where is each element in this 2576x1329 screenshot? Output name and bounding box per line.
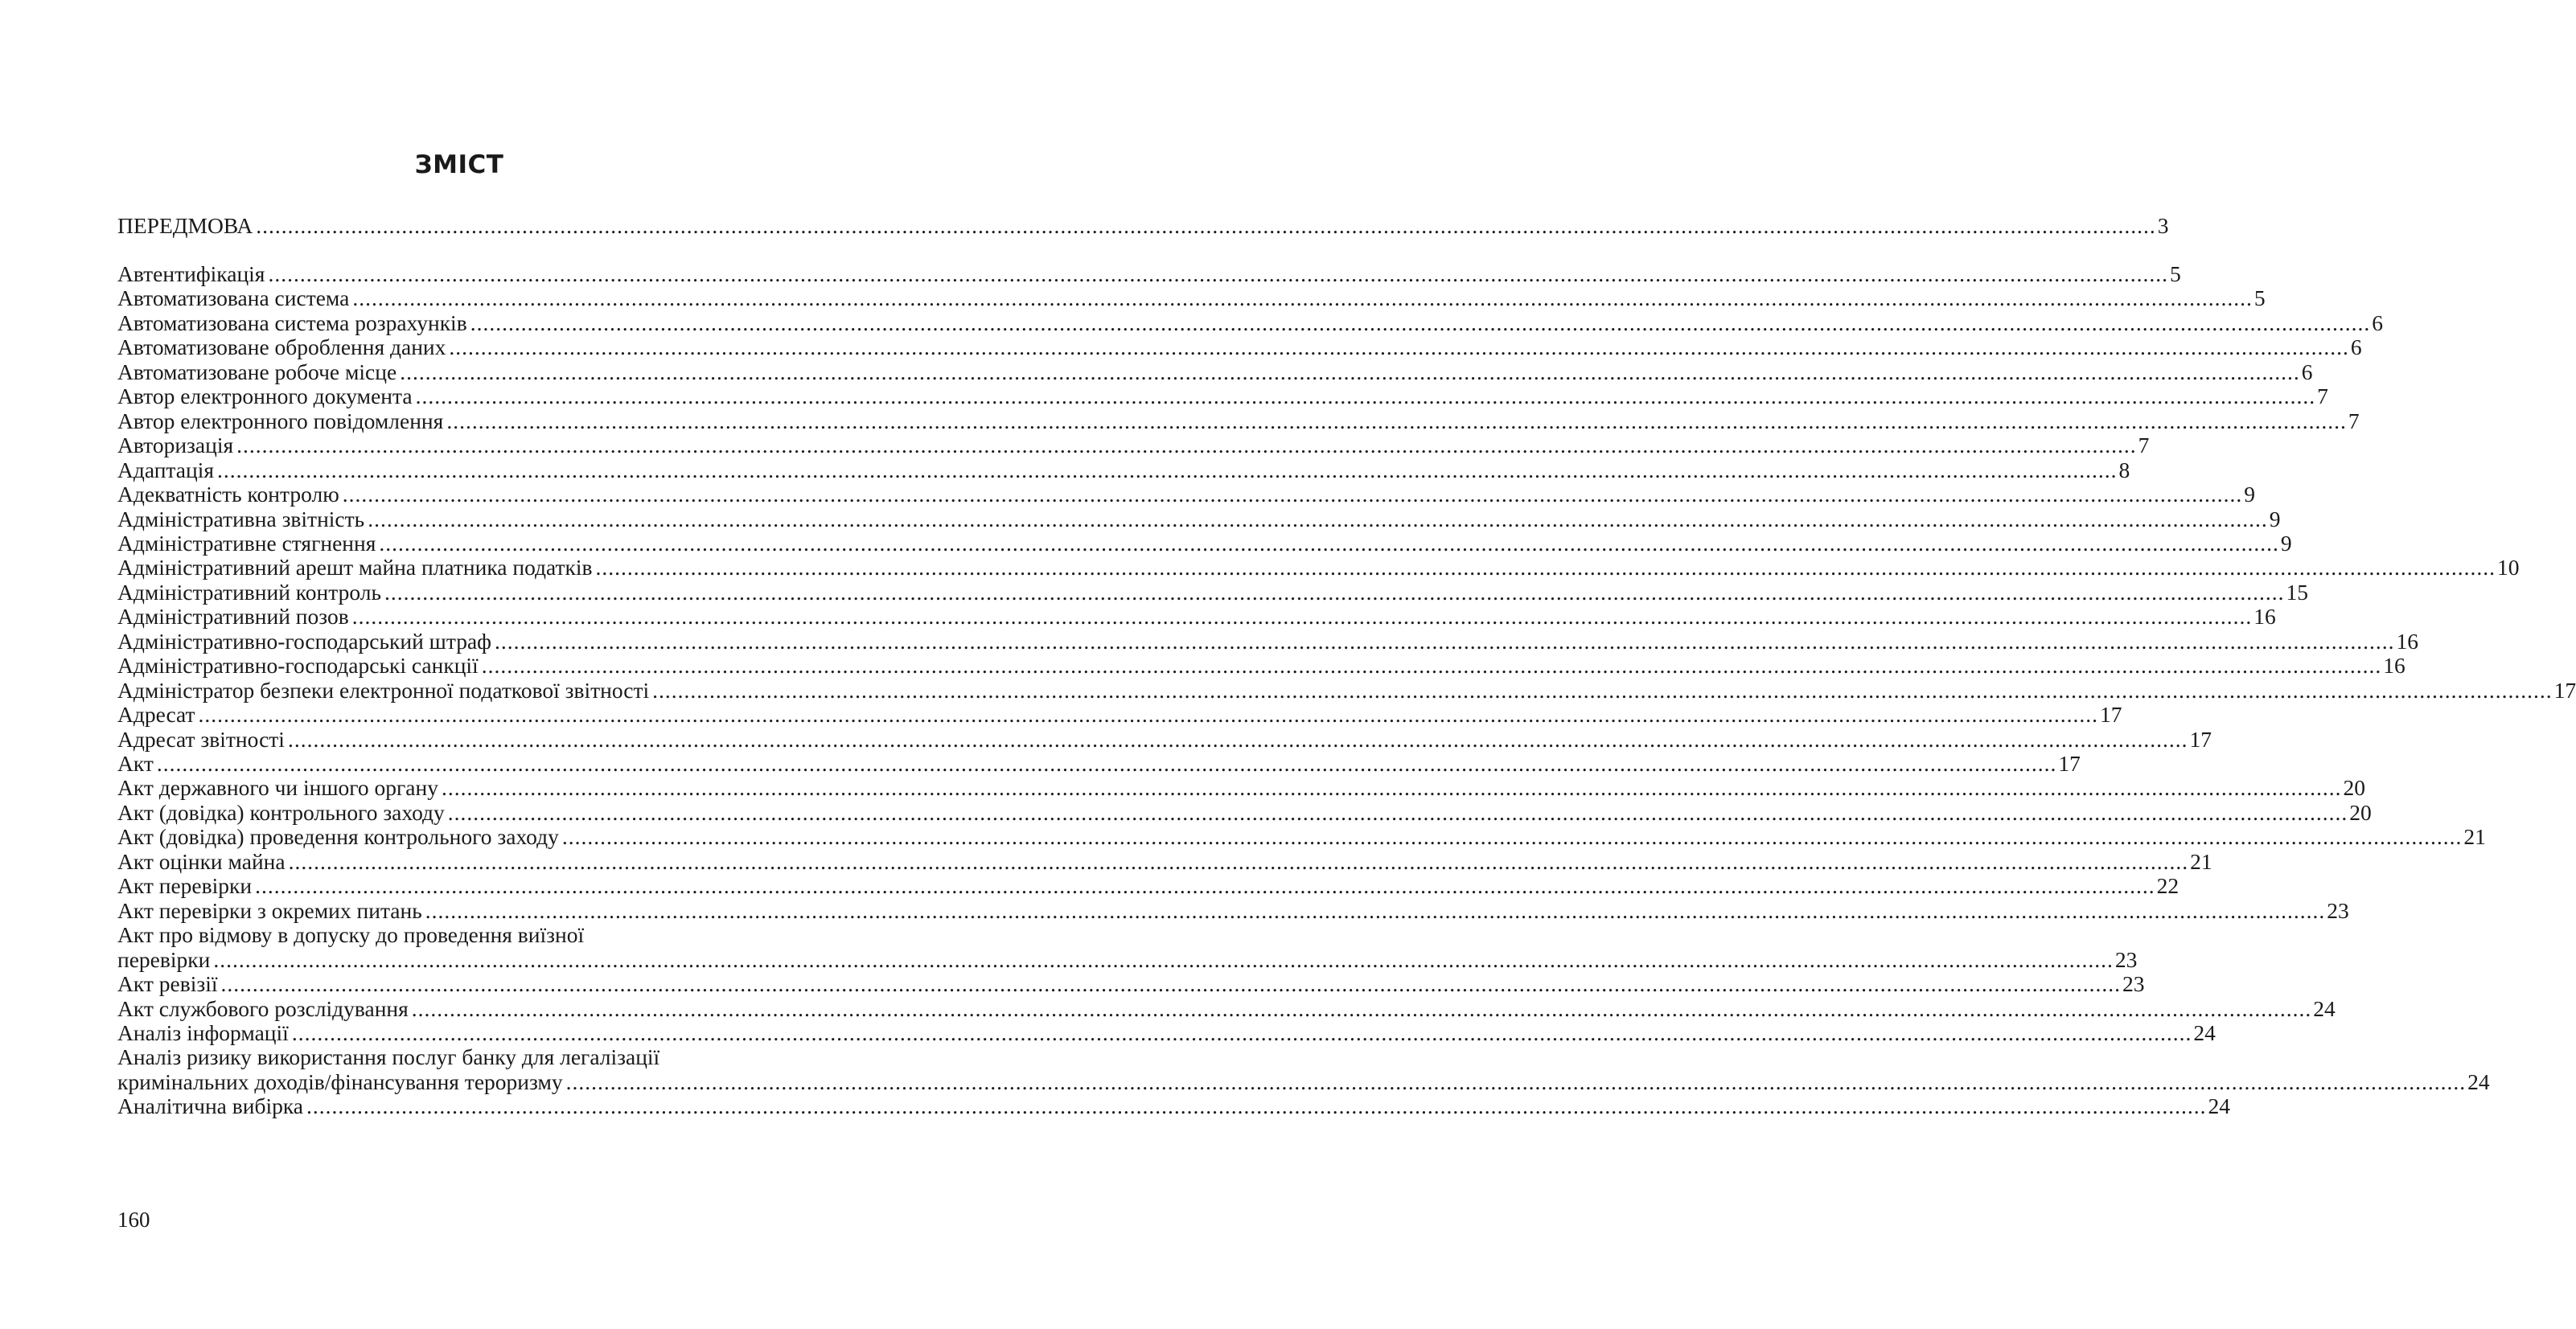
toc-entry-label: Акт (117, 751, 154, 776)
toc-entry-label: Акт службового розслідування (117, 995, 409, 1021)
toc-entry (117, 579, 2308, 605)
toc-entry (117, 971, 2145, 997)
toc-entry-label: Адміністративно-господарські санкції (117, 653, 479, 679)
dot-leader: ............................................................................................................................................................................................................................................................................................................ (216, 457, 2118, 482)
toc-entry-page: 6 (2372, 310, 2383, 335)
toc-entry-page: 20 (2349, 799, 2372, 825)
toc-entry-label: Автентифікація (117, 261, 265, 286)
toc-entry (117, 1069, 2490, 1094)
dot-leader: ............................................................................................................................................................................................................................................................................................................ (565, 1069, 2467, 1094)
toc-entry-page: 20 (2343, 775, 2365, 801)
dot-leader: ............................................................................................................................................................................................................................................................................................................ (306, 1093, 2207, 1119)
dot-leader: ............................................................................................................................................................................................................................................................................................................ (198, 702, 2099, 728)
toc-entry-label: Авторизація (117, 433, 234, 458)
toc-entry-page: 24 (2208, 1093, 2230, 1119)
dot-leader: ............................................................................................................................................................................................................................................................................................................ (449, 334, 2349, 360)
toc-entry (117, 482, 2255, 507)
toc-entry-label: Акт перевірки з окремих питань (117, 897, 422, 923)
toc-entry (117, 799, 2372, 825)
dot-leader: ............................................................................................................................................................................................................................................................................................................ (352, 285, 2253, 311)
toc-entry-page: 24 (2467, 1069, 2490, 1094)
toc-entry (117, 1093, 2230, 1119)
dot-leader: ............................................................................................................................................................................................................................................................................................................ (470, 310, 2371, 335)
dot-leader: ............................................................................................................................................................................................................................................................................................................ (342, 482, 2243, 507)
toc-entry-page: 6 (2301, 359, 2313, 384)
dot-leader: ............................................................................................................................................................................................................................................................................................................ (287, 726, 2188, 752)
toc-entry (117, 334, 2362, 360)
toc-entry (117, 873, 2180, 899)
toc-entry (117, 359, 2313, 384)
dot-leader: ............................................................................................................................................................................................................................................................................................................ (400, 359, 2300, 384)
toc-entry (117, 408, 2360, 433)
toc-entry-page: 17 (2100, 702, 2122, 728)
toc-entry (117, 775, 2365, 801)
toc-entry-page: 17 (2058, 751, 2081, 776)
toc-entry-label: Аналіз ризику використання послуг банку для легалізації (117, 1044, 660, 1070)
dot-leader: ............................................................................................................................................................................................................................................................................................................ (255, 873, 2155, 899)
toc-entry-label: Автоматизоване робоче місце (117, 359, 397, 384)
toc-entry (117, 653, 2405, 679)
toc-entry-page: 3 (2157, 213, 2169, 238)
toc-entry (117, 751, 2081, 776)
toc-entry (117, 702, 2122, 728)
toc-entry-label: Адміністративний арешт майна платника податків (117, 555, 593, 580)
toc-entry (117, 285, 2266, 311)
dot-leader: ............................................................................................................................................................................................................................................................................................................ (220, 971, 2121, 997)
toc-entry-first-line (117, 1044, 803, 1069)
toc-entry-page: 9 (2244, 482, 2255, 507)
toc-entry-page: 22 (2156, 873, 2180, 899)
toc-entry-page: 9 (2280, 530, 2292, 556)
toc-entry-label: перевірки (117, 946, 211, 972)
toc-entry-page: 23 (2327, 897, 2349, 923)
dot-leader: ............................................................................................................................................................................................................................................................................................................ (213, 946, 2114, 972)
toc-entry (117, 310, 2383, 335)
page-number: 160 (117, 1208, 150, 1232)
toc-entry-page: 16 (2253, 604, 2276, 630)
dot-leader: ............................................................................................................................................................................................................................................................................................................ (351, 604, 2253, 630)
toc-entry-label: Автор електронного повідомлення (117, 408, 444, 433)
dot-leader: ............................................................................................................................................................................................................................................................................................................ (288, 848, 2189, 874)
dot-leader: ............................................................................................................................................................................................................................................................................................................ (156, 751, 2057, 776)
page-title: ЗМІСТ (414, 150, 504, 179)
toc-entry-label: Адресат звітності (117, 726, 285, 752)
toc-entry-page: 15 (2286, 579, 2308, 605)
dot-leader: ............................................................................................................................................................................................................................................................................................................ (425, 897, 2326, 923)
dot-leader: ............................................................................................................................................................................................................................................................................................................ (268, 261, 2168, 286)
toc-entry (117, 555, 2520, 580)
toc-entry-label: Акт державного чи іншого органу (117, 775, 438, 801)
toc-entry-label: Адресат (117, 702, 195, 728)
toc-entry (117, 604, 2276, 630)
toc-entry (117, 433, 2150, 458)
toc-entry-label: Автор електронного документа (117, 384, 413, 409)
toc-entry-label: Адміністративний контроль (117, 579, 381, 605)
dot-leader: ............................................................................................................................................................................................................................................................................................................ (441, 775, 2342, 801)
toc-entry (117, 995, 2336, 1021)
toc-entry-page: 8 (2118, 457, 2130, 482)
toc-entry (117, 677, 2576, 703)
toc-entry-page: 24 (2313, 995, 2336, 1021)
toc-entry (117, 506, 2281, 531)
toc-entry-page: 17 (2553, 677, 2576, 703)
toc-entry-label: Акт ревізії (117, 971, 218, 997)
dot-leader: ............................................................................................................................................................................................................................................................................................................ (415, 384, 2316, 409)
dot-leader: ............................................................................................................................................................................................................................................................................................................ (481, 653, 2382, 679)
toc-entry (117, 628, 2418, 654)
dot-leader: ............................................................................................................................................................................................................................................................................................................ (561, 824, 2463, 850)
dot-leader: ............................................................................................................................................................................................................................................................................................................ (384, 579, 2285, 605)
toc-entry-page: 6 (2350, 334, 2362, 360)
toc-entry-label: Автоматизована система (117, 285, 350, 311)
dot-leader: ............................................................................................................................................................................................................................................................................................................ (256, 213, 2156, 238)
dot-leader: ............................................................................................................................................................................................................................................................................................................ (595, 555, 2496, 580)
toc-entry-label: Адміністративна звітність (117, 506, 365, 531)
toc-entry (117, 261, 2181, 286)
toc-entry (117, 457, 2130, 482)
toc-entry-label: Акт (довідка) проведення контрольного заходу (117, 824, 559, 850)
toc-entry-page: 21 (2190, 848, 2212, 874)
toc-entry-label: Автоматизоване оброблення даних (117, 334, 446, 360)
toc-entry-page: 5 (2253, 285, 2266, 311)
toc-entry-label: Адміністративно-господарський штраф (117, 628, 491, 654)
dot-leader: ............................................................................................................................................................................................................................................................................................................ (379, 530, 2279, 556)
toc-entry-label: Акт (довідка) контрольного заходу (117, 799, 445, 825)
toc-entry-page: 7 (2348, 408, 2360, 433)
toc-entry-page: 7 (2317, 384, 2328, 409)
dot-leader: ............................................................................................................................................................................................................................................................................................................ (291, 1019, 2192, 1045)
dot-leader: ............................................................................................................................................................................................................................................................................................................ (368, 506, 2268, 531)
toc-entry-page: 23 (2122, 971, 2145, 997)
toc-entry-label: Акт про відмову в допуску до проведення виїзної (117, 922, 585, 948)
toc-entry-page: 7 (2138, 433, 2150, 458)
toc-entry-page: 24 (2193, 1019, 2216, 1045)
toc-entry-label: Аналітична вибірка (117, 1093, 303, 1119)
toc-entry-label: ПЕРЕДМОВА (117, 213, 253, 238)
toc-entry-page: 9 (2269, 506, 2281, 531)
toc-entry (117, 824, 2486, 850)
toc-entry-page: 10 (2497, 555, 2520, 580)
toc-entry (117, 848, 2212, 874)
toc-entry-label: Акт перевірки (117, 873, 253, 899)
toc-entry-page: 21 (2463, 824, 2486, 850)
toc-entry-page: 16 (2396, 628, 2418, 654)
toc-entry-label: Акт оцінки майна (117, 848, 286, 874)
toc-entry (117, 897, 2349, 923)
toc-entry (117, 726, 2212, 752)
toc-entry-label: Адміністратор безпеки електронної податкової звітності (117, 677, 650, 703)
toc-entry-label: Автоматизована система розрахунків (117, 310, 467, 335)
toc-entry (117, 946, 2138, 972)
toc-entry-label: Адміністративний позов (117, 604, 349, 630)
dot-leader: ............................................................................................................................................................................................................................................................................................................ (236, 433, 2137, 458)
toc-entry-first-line (117, 922, 803, 947)
toc-entry-page: 17 (2189, 726, 2212, 752)
toc-entry-label: Адекватність контролю (117, 482, 339, 507)
toc-entry (117, 530, 2292, 556)
dot-leader: ............................................................................................................................................................................................................................................................................................................ (494, 628, 2395, 654)
toc-entry-label: кримінальних доходів/фінансування тероризму (117, 1069, 563, 1094)
dot-leader: ............................................................................................................................................................................................................................................................................................................ (652, 677, 2553, 703)
toc-entry-page: 23 (2114, 946, 2138, 972)
toc-entry-page: 16 (2383, 653, 2405, 679)
toc-entry (117, 384, 2328, 409)
toc-entry-label: Адаптація (117, 457, 214, 482)
toc-entry (117, 213, 2169, 238)
dot-leader: ............................................................................................................................................................................................................................................................................................................ (446, 408, 2347, 433)
toc-entry-label: Адміністративне стягнення (117, 530, 376, 556)
dot-leader: ............................................................................................................................................................................................................................................................................................................ (411, 995, 2312, 1021)
toc-entry-page: 5 (2169, 261, 2181, 286)
toc-entry (117, 1019, 2216, 1045)
dot-leader: ............................................................................................................................................................................................................................................................................................................ (447, 799, 2348, 825)
toc-entry-label: Аналіз інформації (117, 1019, 289, 1045)
